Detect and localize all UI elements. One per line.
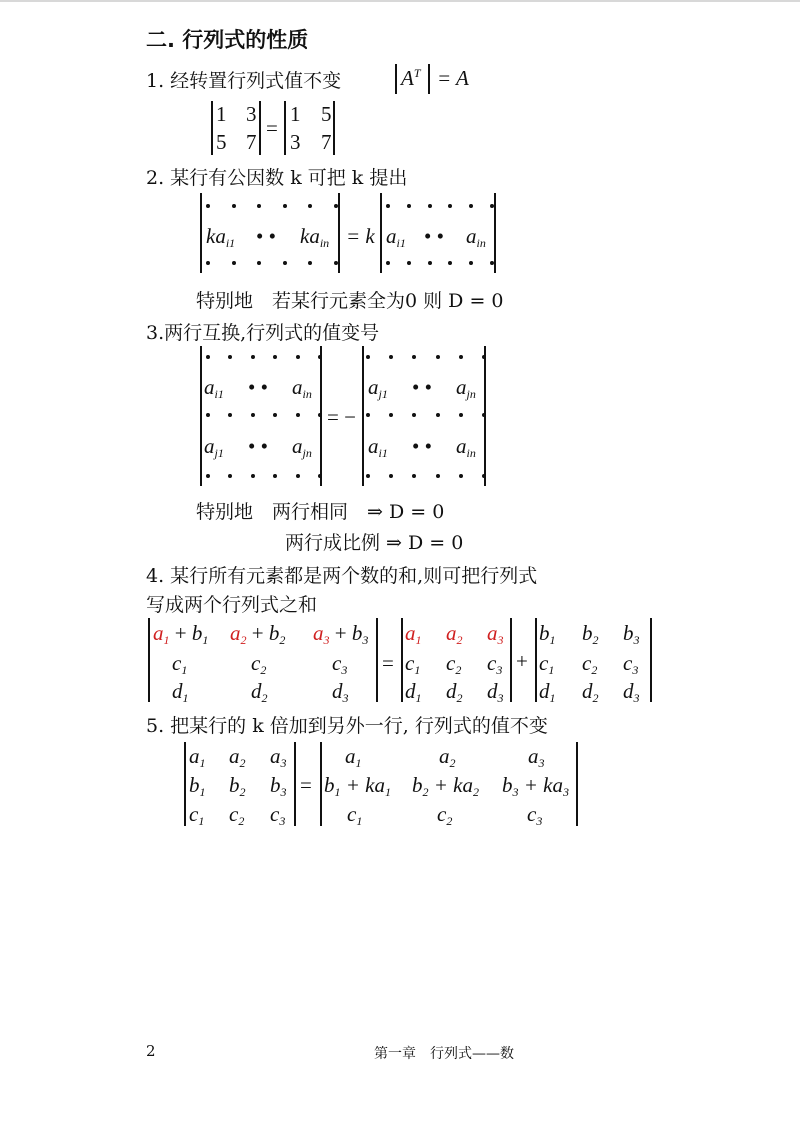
ellipsis-dot (366, 355, 370, 359)
ellipsis-dot (206, 355, 210, 359)
ellipsis-dot (412, 474, 416, 478)
ellipsis-dot (273, 355, 277, 359)
ellipsis-dot (206, 474, 210, 478)
ellipsis-dot (412, 413, 416, 417)
ellipsis-dot (251, 355, 255, 359)
property-2-text: 2. 某行有公因数 k 可把 k 提出 (146, 167, 408, 189)
ellipsis-dot (228, 355, 232, 359)
ellipsis-dot (459, 474, 463, 478)
ellipsis-dot (296, 474, 300, 478)
ellipsis-dot (490, 204, 494, 208)
ellipsis-dot (232, 261, 236, 265)
ellipsis-dot (436, 474, 440, 478)
ellipsis-dot (389, 413, 393, 417)
det-bar (395, 64, 397, 94)
property-2-note: 特别地 若某行元素全为0 则 D = 0 (196, 290, 504, 312)
property-4-text-2: 写成两个行列式之和 (146, 594, 318, 616)
ellipsis-dot (206, 413, 210, 417)
property-4-text-1: 4. 某行所有元素都是两个数的和,则可把行列式 (146, 565, 538, 587)
ellipsis-dot (232, 204, 236, 208)
ellipsis-dot (206, 261, 210, 265)
ellipsis-dot (459, 355, 463, 359)
ellipsis-dot (308, 261, 312, 265)
ellipsis-dot (296, 355, 300, 359)
ellipsis-dot (228, 413, 232, 417)
chapter-footer: 第一章 行列式——数 (374, 1046, 514, 1062)
ellipsis-dot (251, 413, 255, 417)
ellipsis-dot (436, 355, 440, 359)
det-bar (428, 64, 430, 94)
ellipsis-dot (257, 204, 261, 208)
ellipsis-dot (257, 261, 261, 265)
ellipsis-dot (386, 204, 390, 208)
ellipsis-dot (334, 204, 338, 208)
ellipsis-dot (469, 261, 473, 265)
top-border (0, 0, 800, 2)
ellipsis-dot (448, 261, 452, 265)
property-5-text: 5. 把某行的 k 倍加到另外一行, 行列式的值不变 (146, 715, 548, 737)
ellipsis-dot (482, 355, 486, 359)
ellipsis-dot (428, 204, 432, 208)
ellipsis-dot (389, 474, 393, 478)
ellipsis-dot (318, 355, 322, 359)
property-3-note-1: 特别地 两行相同 ⇒ D = 0 (196, 501, 445, 523)
ellipsis-dot (206, 204, 210, 208)
ellipsis-dot (251, 474, 255, 478)
ellipsis-dot (318, 413, 322, 417)
ellipsis-dot (448, 204, 452, 208)
ellipsis-dot (482, 413, 486, 417)
ellipsis-dot (412, 355, 416, 359)
property-3-text: 3.两行互换,行列式的值变号 (146, 322, 380, 344)
ellipsis-dot (334, 261, 338, 265)
ellipsis-dot (490, 261, 494, 265)
section-title: 二. 行列式的性质 (146, 28, 309, 52)
page-number: 2 (146, 1042, 156, 1060)
ellipsis-dot (436, 413, 440, 417)
ellipsis-dot (407, 204, 411, 208)
ellipsis-dot (389, 355, 393, 359)
ellipsis-dot (283, 261, 287, 265)
property-3-note-2: 两行成比例 ⇒ D = 0 (285, 532, 464, 554)
ellipsis-dot (273, 474, 277, 478)
property-1-text: 1. 经转置行列式值不变 (146, 70, 342, 92)
ellipsis-dot (366, 413, 370, 417)
ellipsis-dot (469, 204, 473, 208)
ellipsis-dot (228, 474, 232, 478)
ellipsis-dot (273, 413, 277, 417)
ellipsis-dot (482, 474, 486, 478)
transpose-formula: $A^T$ (401, 66, 421, 90)
ellipsis-dot (308, 204, 312, 208)
ellipsis-dot (318, 474, 322, 478)
ellipsis-dot (386, 261, 390, 265)
transpose-rhs: = A (437, 66, 469, 90)
ellipsis-dot (407, 261, 411, 265)
ellipsis-dot (459, 413, 463, 417)
ellipsis-dot (296, 413, 300, 417)
ellipsis-dot (366, 474, 370, 478)
ellipsis-dot (283, 204, 287, 208)
ellipsis-dot (428, 261, 432, 265)
